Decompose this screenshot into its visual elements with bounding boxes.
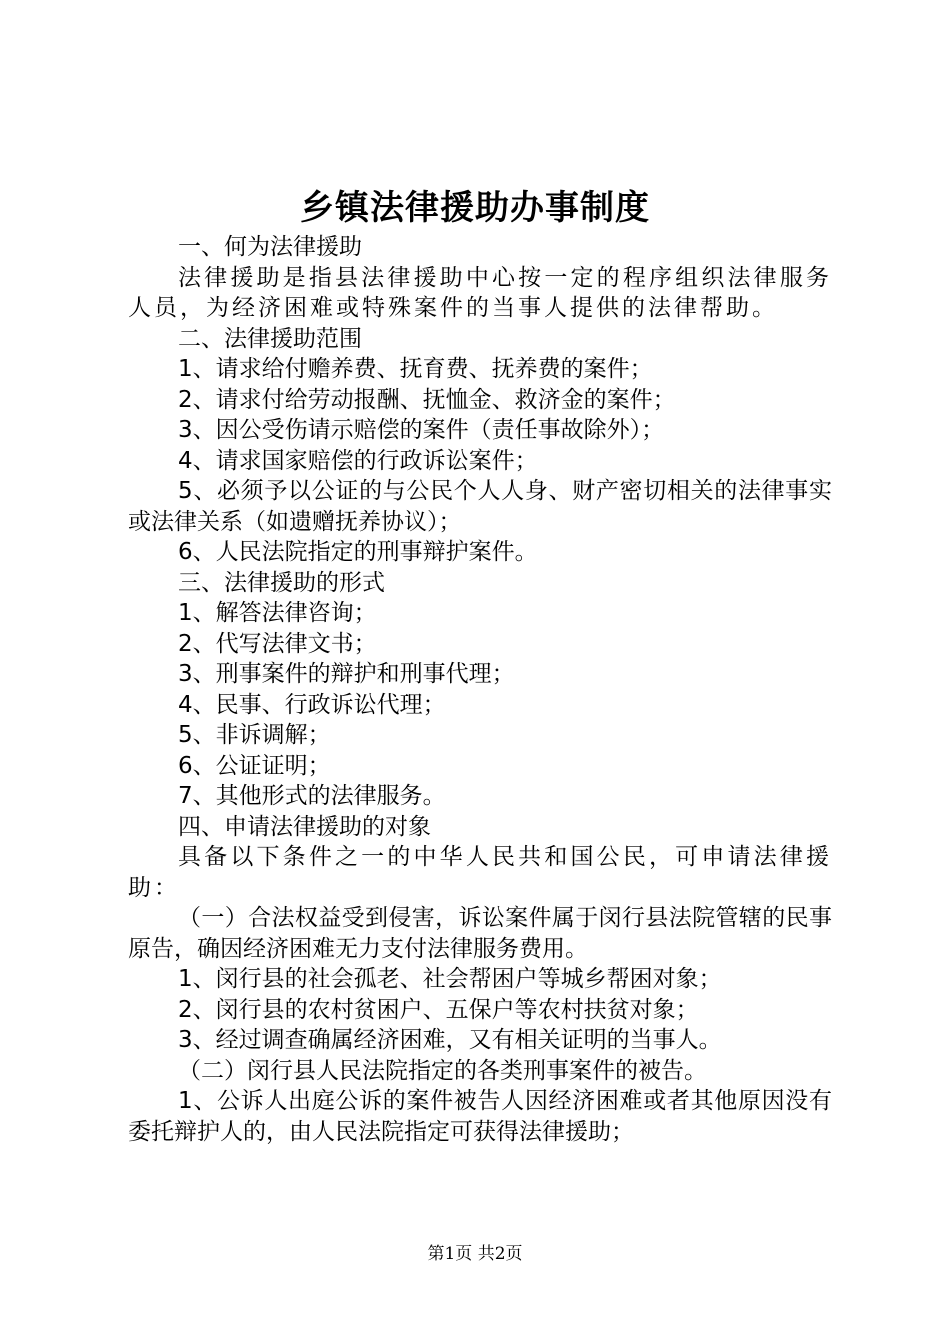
list-item: 3、因公受伤请示赔偿的案件（责任事故除外）； [178, 417, 665, 443]
list-item: 3、经过调查确属经济困难，又有相关证明的当事人。 [178, 1027, 722, 1053]
list-item: 1、请求给付赡养费、抚育费、抚养费的案件； [178, 356, 653, 382]
section-heading: 四、申请法律援助的对象 [178, 813, 431, 840]
sub-heading: （一）合法权益受到侵害，诉讼案件属于闵行县法院管辖的民事原告，确因经济困难无力支付法律服务费用。 [128, 905, 832, 962]
list-item: 5、必须予以公证的与公民个人人身、财产密切相关的法律事实或法律关系（如遗赠抚养协议）； [128, 478, 832, 535]
list-item: 1、公诉人出庭公诉的案件被告人因经济困难或者其他原因没有委托辩护人的，由人民法院指定可获得法律援助； [128, 1088, 832, 1145]
paragraph: 具备以下条件之一的中华人民共和国公民，可申请法律援助： [128, 844, 832, 901]
list-item: 1、解答法律咨询； [178, 600, 377, 626]
document-body [128, 232, 832, 1147]
list-item: 3、刑事案件的辩护和刑事代理； [178, 661, 515, 687]
page-number-footer: 第1页 共2页 [427, 1244, 523, 1264]
list-item: 6、公证证明； [178, 752, 331, 779]
section-heading: 二、法律援助范围 [178, 325, 362, 352]
sub-heading: （二）闵行县人民法院指定的各类刑事案件的被告。 [178, 1057, 707, 1084]
list-item: 1、闵行县的社会孤老、社会帮困户等城乡帮困对象； [178, 966, 722, 992]
document-title: 乡镇法律援助办事制度 [300, 188, 650, 228]
list-item: 2、请求付给劳动报酬、抚恤金、救济金的案件； [178, 386, 676, 413]
list-item: 4、民事、行政诉讼代理； [178, 691, 446, 718]
list-item: 4、请求国家赔偿的行政诉讼案件； [178, 447, 538, 474]
list-item: 2、代写法律文书； [178, 630, 377, 657]
list-item: 2、闵行县的农村贫困户、五保户等农村扶贫对象； [178, 996, 699, 1023]
paragraph: 法律援助是指县法律援助中心按一定的程序组织法律服务人员，为经济困难或特殊案件的当事人提供的法律帮助。 [128, 264, 832, 321]
list-item: 6、人民法院指定的刑事辩护案件。 [178, 539, 538, 565]
section-heading: 三、法律援助的形式 [178, 569, 385, 596]
list-item: 5、非诉调解； [178, 722, 331, 748]
list-item: 7、其他形式的法律服务。 [178, 783, 446, 809]
section-heading: 一、何为法律援助 [178, 234, 362, 260]
